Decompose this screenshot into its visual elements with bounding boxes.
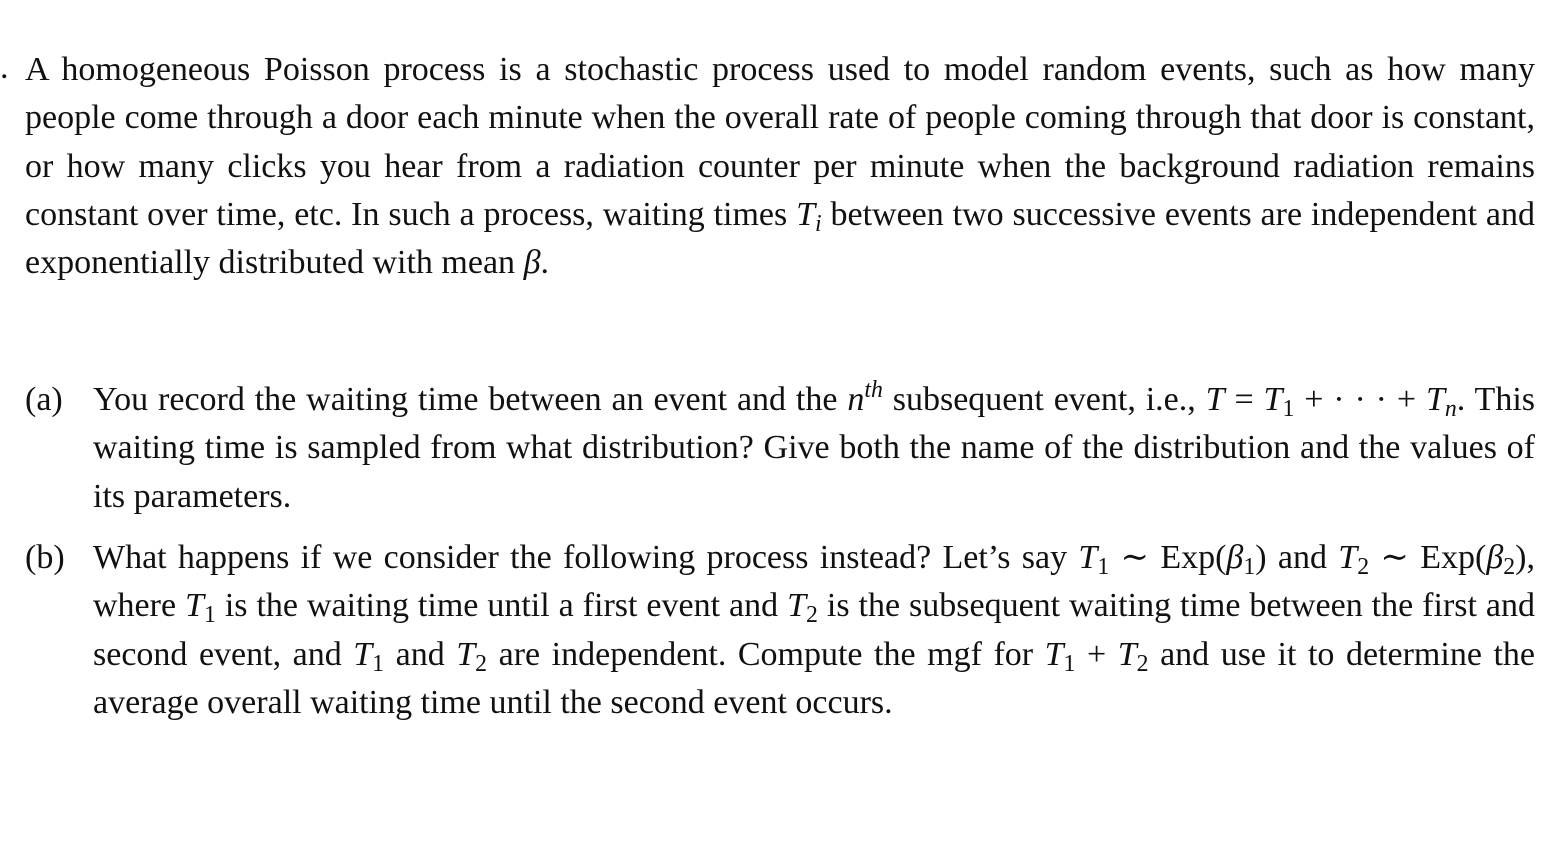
part-b-label: (b) xyxy=(25,539,65,576)
sub-1: 1 xyxy=(1097,553,1110,580)
sub-2: 2 xyxy=(475,650,488,677)
intro-end: . xyxy=(540,244,549,282)
var-T1: T xyxy=(1078,539,1098,576)
part-b-text xyxy=(93,534,1535,727)
and-1: ) and xyxy=(1255,539,1339,576)
where: ), where xyxy=(93,539,1535,625)
var-T2: T xyxy=(456,635,476,673)
problem-intro xyxy=(25,46,1535,287)
var-T1: T xyxy=(1044,635,1064,673)
part-a xyxy=(25,376,1535,521)
part-b-text-5: and use it to determine the average overall waiting time until the second event occurs. xyxy=(93,635,1535,721)
var-T2: T xyxy=(1338,539,1358,576)
plus: + xyxy=(1075,635,1118,673)
sub-2: 2 xyxy=(1136,650,1149,677)
n-var: n xyxy=(847,381,865,418)
var-T1: T xyxy=(353,635,373,673)
eq-sub-n: n xyxy=(1444,395,1457,422)
part-b-text-2: is the waiting time until a first event and xyxy=(215,587,788,625)
sub-2: 2 xyxy=(1357,553,1370,580)
eq-equals: = xyxy=(1224,381,1264,418)
part-a-text-2: subsequent event, i.e., xyxy=(882,381,1196,418)
eq-Tn: T xyxy=(1425,381,1445,418)
beta-sub-2: 2 xyxy=(1503,553,1516,580)
beta-2: β xyxy=(1486,539,1504,576)
var-T: T xyxy=(796,195,816,233)
beta-symbol: β xyxy=(523,244,541,282)
part-b xyxy=(25,534,1535,727)
sub-1: 1 xyxy=(203,602,216,629)
beta-sub-1: 1 xyxy=(1243,553,1256,580)
beta-1: β xyxy=(1226,539,1244,576)
var-T2: T xyxy=(1117,635,1137,673)
part-a-text-1: You record the waiting time between an event and the xyxy=(93,381,848,418)
sub-1: 1 xyxy=(1063,650,1076,677)
intro-text-continued: between two successive events are independent and exponentially distributed with mean xyxy=(25,195,1535,282)
part-b-text-1: What happens if we consider the following process instead? Let’s say xyxy=(93,539,1079,576)
var-T2: T xyxy=(787,587,806,625)
exp-2: ∼ Exp( xyxy=(1369,539,1487,576)
exp-1: ∼ Exp( xyxy=(1109,539,1227,576)
var-subscript-i: i xyxy=(815,210,822,237)
eq-sub-1: 1 xyxy=(1282,395,1295,422)
part-b-text-4: are independent. Compute the mgf for xyxy=(487,635,1045,673)
eq-T: T xyxy=(1205,381,1225,418)
part-b-text-3: is the subsequent waiting time between the first and second event, and xyxy=(93,587,1535,673)
sub-1: 1 xyxy=(372,650,385,677)
sub-2: 2 xyxy=(806,602,818,629)
eq-plus-dots: + · · · + xyxy=(1294,381,1426,418)
intro-text: A homogeneous Poisson process is a stochastic process used to model random events, such as how many people come through a door each minute when the overall rate of people coming through that door is constant, or how many clicks you hear from a radiation counter per minute when the background radiation remains constant over time, etc. In such a process, waiting times xyxy=(25,51,1535,233)
part-a-label: (a) xyxy=(25,381,63,418)
eq-T1: T xyxy=(1263,381,1283,418)
var-T1: T xyxy=(185,587,204,625)
th-superscript: th xyxy=(864,376,883,403)
problem-bullet: . xyxy=(0,49,9,86)
and-2: and xyxy=(384,635,457,673)
part-a-text xyxy=(93,376,1535,521)
part-a-text-3: . This waiting time is sampled from what distribution? Give both the name of the distribution and the values of its parameters. xyxy=(93,381,1535,515)
